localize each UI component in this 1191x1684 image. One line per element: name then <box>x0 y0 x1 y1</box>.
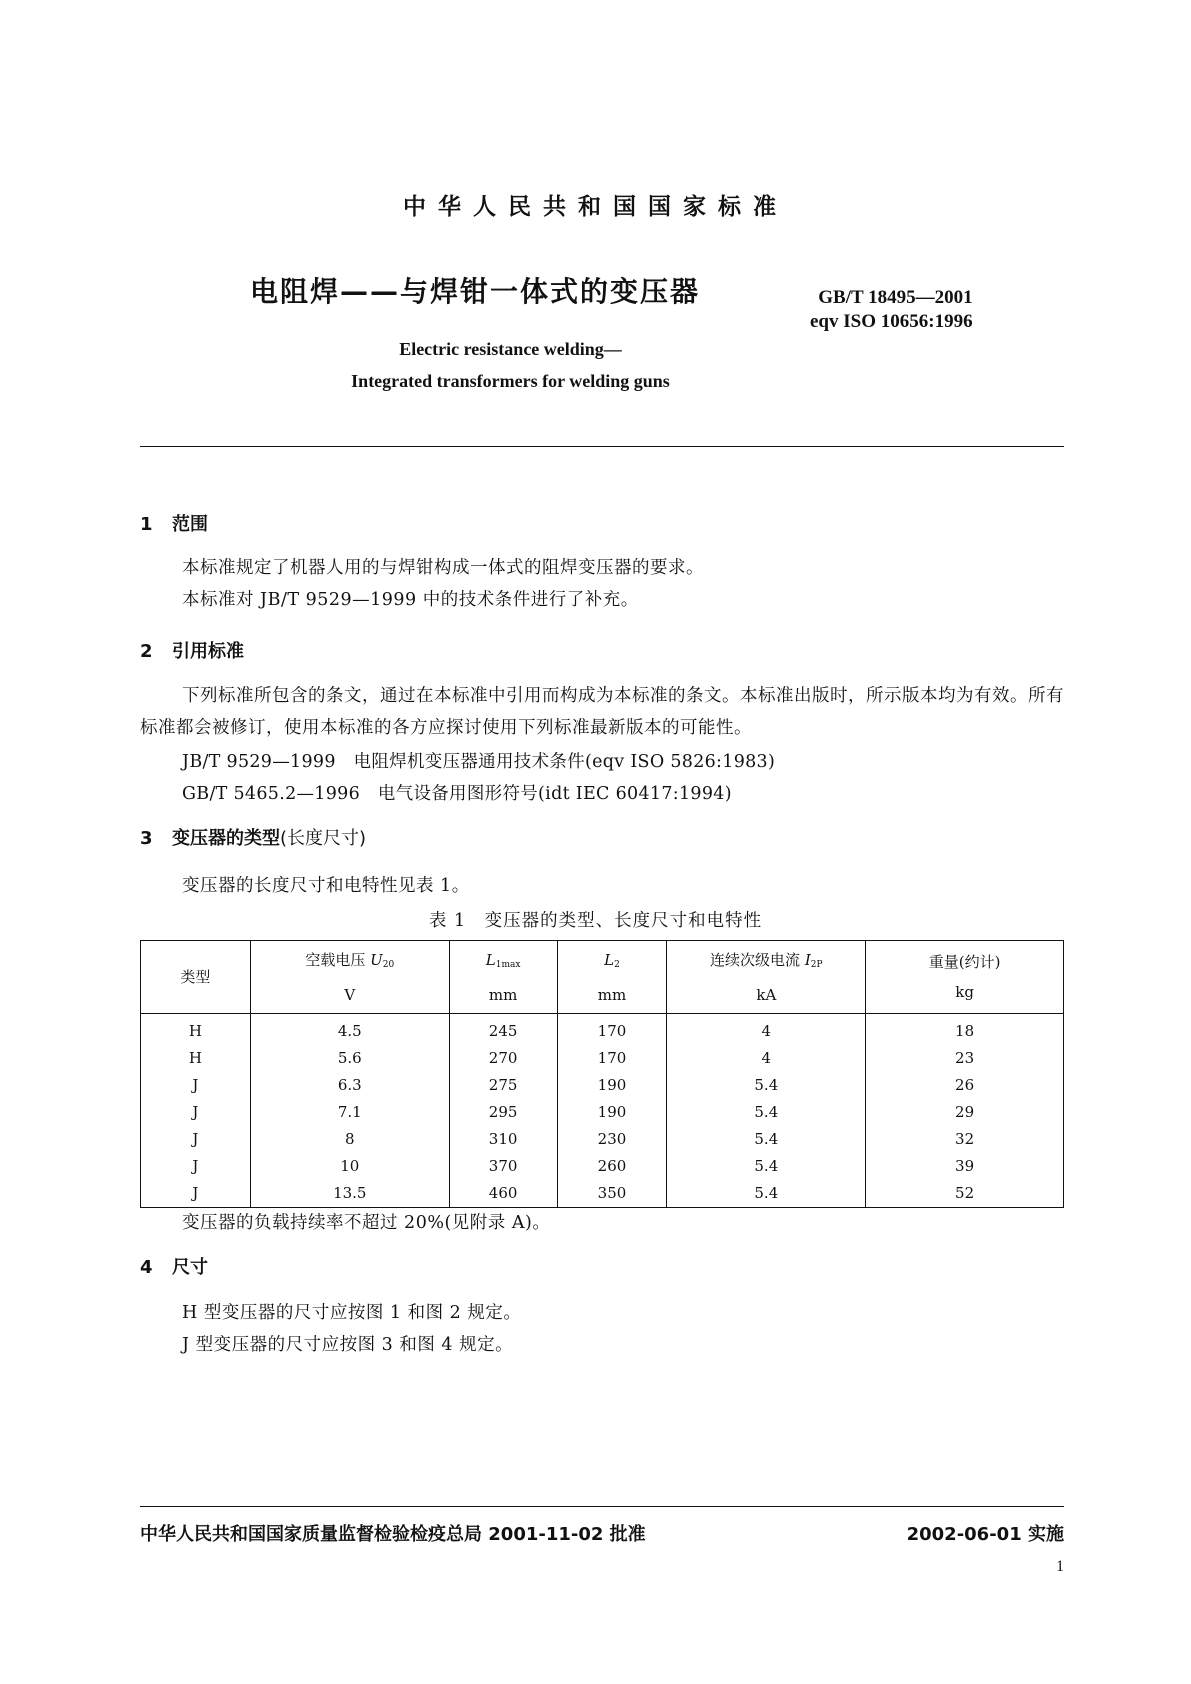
table-row <box>141 1014 1064 1046</box>
table-cell: 245 <box>449 1014 557 1046</box>
table-cell: 8 <box>250 1126 449 1153</box>
section-4-para-2: J 型变压器的尺寸应按图 3 和图 4 规定。 <box>182 1335 514 1355</box>
section-number: 2 <box>140 641 153 662</box>
section-number: 4 <box>140 1257 153 1278</box>
header-type: 类型 <box>141 941 251 1014</box>
section-2-para-1: 下列标准所包含的条文，通过在本标准中引用而构成为本标准的条文。本标准出版时，所示版本均为有效。所有标准都会被修订，使用本标准的各方应探讨使用下列标准最新版本的可能性。 <box>140 686 1064 738</box>
table-cell: 170 <box>557 1045 667 1072</box>
table-caption: 表 1 变压器的类型、长度尺寸和电特性 <box>428 911 763 931</box>
section-1-heading <box>140 510 208 536</box>
header-l1max: $L_{1max}$ mm <box>449 941 557 1014</box>
title-en-line1: Electric resistance welding— <box>399 339 622 359</box>
table-cell: J <box>192 1157 199 1175</box>
section-3-para-2: 变压器的负载持续率不超过 20%(见附录 A)。 <box>182 1213 551 1233</box>
table-cell: 10 <box>250 1153 449 1180</box>
table-cell: 190 <box>557 1099 667 1126</box>
table-cell: 18 <box>866 1014 1064 1046</box>
table-cell: 295 <box>449 1099 557 1126</box>
section-3-heading <box>140 824 366 850</box>
table-cell: J <box>192 1130 199 1148</box>
transformer-table <box>140 940 1064 1208</box>
table-cell: 170 <box>557 1014 667 1046</box>
table-cell: 5.4 <box>667 1180 866 1208</box>
table-cell: 32 <box>866 1126 1064 1153</box>
table-cell: 7.1 <box>250 1099 449 1126</box>
table-cell: 5.4 <box>667 1099 866 1126</box>
table-cell: 23 <box>866 1045 1064 1072</box>
section-title: 引用标准 <box>172 641 244 662</box>
table-cell: 275 <box>449 1072 557 1099</box>
standard-equivalence: eqv ISO 10656:1996 <box>810 311 973 332</box>
header-divider <box>140 446 1064 447</box>
table-cell: J <box>192 1184 199 1202</box>
table-cell: 370 <box>449 1153 557 1180</box>
table-cell: 29 <box>866 1099 1064 1126</box>
table-row <box>141 1072 1064 1099</box>
section-3-para-1: 变压器的长度尺寸和电特性见表 1。 <box>182 876 470 896</box>
table-cell: J <box>192 1076 199 1094</box>
section-title: 变压器的类型 <box>172 828 280 849</box>
document-title-en <box>0 333 1021 397</box>
header-current: 连续次级电流 $I_{2P}$ kA <box>667 941 866 1014</box>
header-voltage: 空载电压 $U_{20}$ V <box>250 941 449 1014</box>
table-cell: H <box>188 1049 202 1067</box>
section-title: 尺寸 <box>172 1257 208 1278</box>
standard-number-block <box>810 286 973 334</box>
national-standard-title: 中华人民共和国国家标准 <box>403 194 788 220</box>
section-number: 3 <box>140 828 153 849</box>
effective-date: 2002-06-01 实施 <box>906 1524 1064 1545</box>
section-1-para-1: 本标准规定了机器人用的与焊钳构成一体式的阻焊变压器的要求。 <box>182 558 704 578</box>
reference-1: JB/T 9529—1999 电阻焊机变压器通用技术条件(eqv ISO 5826:1983) <box>182 752 776 772</box>
table-cell: 350 <box>557 1180 667 1208</box>
table-cell: 260 <box>557 1153 667 1180</box>
table-cell: 230 <box>557 1126 667 1153</box>
table-cell: 270 <box>449 1045 557 1072</box>
document-title-cn: 电阻焊——与焊钳一体式的变压器 <box>250 275 701 308</box>
table-cell: 4 <box>667 1014 866 1046</box>
table-row <box>141 1126 1064 1153</box>
table-cell: 13.5 <box>250 1180 449 1208</box>
table-row <box>141 1099 1064 1126</box>
table-cell: J <box>192 1103 199 1121</box>
table-row <box>141 1180 1064 1208</box>
standard-number: GB/T 18495—2001 <box>818 287 973 308</box>
reference-2: GB/T 5465.2—1996 电气设备用图形符号(idt IEC 60417:1994) <box>182 784 732 804</box>
section-title-suffix: (长度尺寸) <box>280 828 367 849</box>
table-cell: H <box>188 1022 202 1040</box>
table-cell: 5.4 <box>667 1072 866 1099</box>
table-cell: 460 <box>449 1180 557 1208</box>
table-cell: 190 <box>557 1072 667 1099</box>
table-cell: 5.6 <box>250 1045 449 1072</box>
section-1-para-2: 本标准对 JB/T 9529—1999 中的技术条件进行了补充。 <box>182 590 639 610</box>
section-4-para-1: H 型变压器的尺寸应按图 1 和图 2 规定。 <box>182 1303 522 1323</box>
table-cell: 6.3 <box>250 1072 449 1099</box>
header-weight: 重量(约计) kg <box>866 941 1064 1014</box>
table-cell: 4.5 <box>250 1014 449 1046</box>
title-en-line2: Integrated transformers for welding guns <box>351 371 670 391</box>
header-l2: $L_2$ mm <box>557 941 667 1014</box>
table-cell: 4 <box>667 1045 866 1072</box>
section-title: 范围 <box>172 514 208 535</box>
table-row <box>141 1045 1064 1072</box>
table-cell: 310 <box>449 1126 557 1153</box>
page-number: 1 <box>1056 1558 1064 1575</box>
table-cell: 39 <box>866 1153 1064 1180</box>
approval-line: 中华人民共和国国家质量监督检验检疫总局 2001-11-02 批准 <box>140 1524 646 1545</box>
section-4-heading <box>140 1253 208 1279</box>
table-cell: 26 <box>866 1072 1064 1099</box>
section-number: 1 <box>140 514 153 535</box>
footer-divider <box>140 1506 1064 1507</box>
table-header-row <box>141 941 1064 1014</box>
table-cell: 5.4 <box>667 1126 866 1153</box>
section-2-heading <box>140 637 244 663</box>
table-row <box>141 1153 1064 1180</box>
table-cell: 5.4 <box>667 1153 866 1180</box>
table-cell: 52 <box>866 1180 1064 1208</box>
